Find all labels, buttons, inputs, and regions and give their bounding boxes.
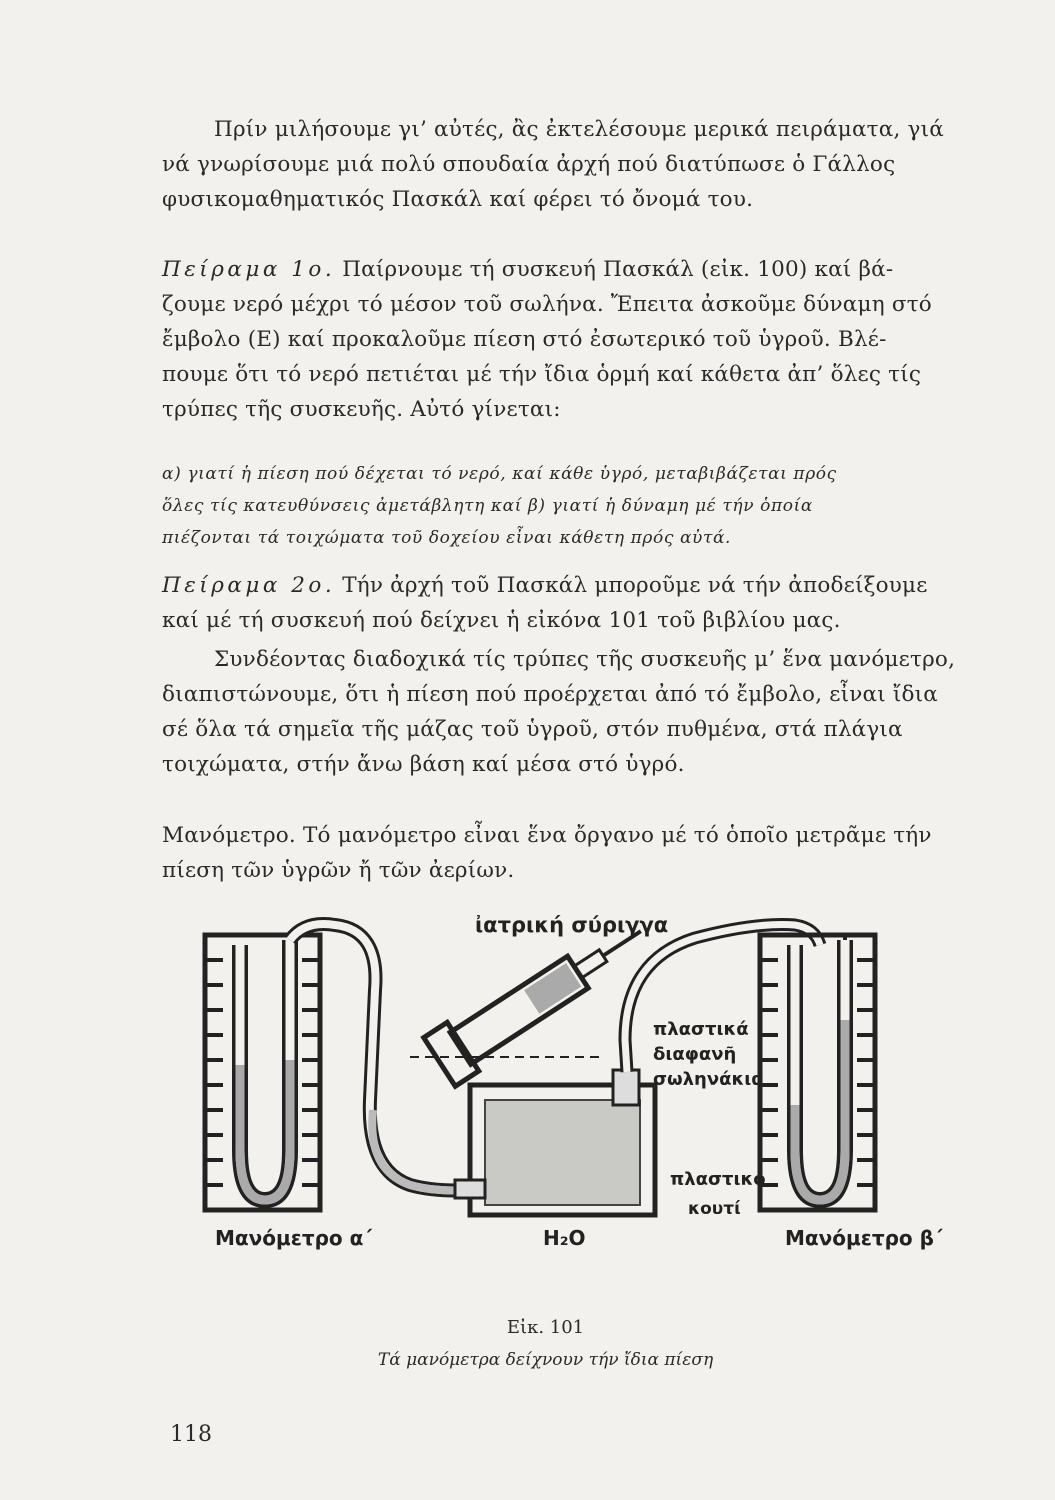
text-line: τοιχώματα, στήν ἄνω βάση καί μέσα στό ὑγρό. bbox=[162, 752, 685, 777]
syringe-label: ἰατρική σύριγγα bbox=[475, 913, 669, 937]
text-line: φυσικομαθηματικός Πασκάλ καί φέρει τό ὄνομά του. bbox=[162, 187, 754, 212]
text-line: ζουμε νερό μέχρι τό μέσον τοῦ σωλήνα. Ἔπειτα ἀσκοῦμε δύναμη στό bbox=[162, 292, 932, 317]
box-label-line1: πλαστικό bbox=[670, 1169, 766, 1190]
text-line: τρύπες τῆς συσκευῆς. Αὐτό γίνεται: bbox=[162, 397, 561, 422]
tubes-label-line1: πλαστικά bbox=[653, 1019, 749, 1040]
text-line: πουμε ὅτι τό νερό πετιέται μέ τήν ἴδια ὁρμή καί κάθετα ἀπ’ ὅλες τίς bbox=[162, 362, 922, 387]
text-line: νά γνωρίσουμε μιά πολύ σπουδαία ἀρχή πού διατύπωσε ὁ Γάλλος bbox=[162, 152, 896, 177]
figure-number: Εἰκ. 101 bbox=[506, 1317, 585, 1338]
text-line bbox=[162, 252, 892, 287]
intro-paragraph bbox=[162, 112, 944, 217]
text-line bbox=[162, 568, 928, 603]
box-label-line2: κουτί bbox=[688, 1199, 741, 1219]
text-fragment: Παίρνουμε τή συσκευή Πασκάλ (εἰκ. 100) καί βά- bbox=[335, 257, 894, 282]
text-line: διαπιστώνουμε, ὅτι ἡ πίεση πού προέρχεται ἀπό τό ἔμβολο, εἶναι ἴδια bbox=[162, 682, 939, 707]
manometer-b-label: Μανόμετρο β΄ bbox=[785, 1226, 943, 1250]
text-line: ἔμβολο (Ε) καί προκαλοῦμε πίεση στό ἐσωτερικό τοῦ ὑγροῦ. Βλέ- bbox=[162, 327, 887, 352]
text-line: α) γιατί ἡ πίεση πού δέχεται τό νερό, καί κάθε ὑγρό, μεταβιβάζεται πρός bbox=[162, 464, 837, 484]
plastic-box bbox=[455, 1070, 655, 1215]
scale-ticks bbox=[205, 960, 320, 1185]
text-line: ὅλες τίς κατευθύνσεις ἀμετάβλητη καί β) γιατί ἡ δύναμη μέ τήν ὁποία bbox=[162, 496, 813, 516]
text-line: Μανόμετρο. Τό μανόμετρο εἶναι ἕνα ὄργανο μέ τό ὁποῖο μετρᾶμε τήν bbox=[162, 823, 932, 848]
figure-caption: Τά μανόμετρα δείχνουν τήν ἴδια πίεση bbox=[377, 1350, 714, 1370]
text-line: καί μέ τή συσκευή πού δείχνει ἡ εἰκόνα 101 τοῦ βιβλίου μας. bbox=[162, 608, 841, 633]
experiment-1-paragraph bbox=[162, 252, 932, 427]
experiment-2-paragraph bbox=[162, 568, 928, 638]
text-line: πιέζονται τά τοιχώματα τοῦ δοχείου εἶναι κάθετη πρός αὐτά. bbox=[162, 528, 732, 548]
experiment-2-heading: Πείραμα 2ο. bbox=[162, 573, 336, 598]
manometer-paragraph bbox=[162, 818, 932, 888]
manometer-b bbox=[760, 935, 875, 1210]
u-tube bbox=[240, 940, 290, 1200]
scale-ticks bbox=[760, 960, 875, 1185]
water-label: H₂O bbox=[543, 1226, 586, 1250]
top-outlet bbox=[613, 1070, 639, 1105]
experiment-2-continued bbox=[162, 642, 956, 782]
figure-101-diagram bbox=[195, 900, 945, 1320]
explanation-note bbox=[162, 458, 892, 554]
manometer-a-label: Μανόμετρο α΄ bbox=[215, 1226, 373, 1250]
water bbox=[485, 1100, 640, 1205]
manometer-a bbox=[205, 924, 470, 1210]
page-number: 118 bbox=[170, 1422, 212, 1447]
u-tube bbox=[795, 940, 845, 1200]
text-fragment: Τήν ἀρχή τοῦ Πασκάλ μποροῦμε νά τήν ἀποδείξουμε bbox=[335, 573, 928, 598]
side-outlet bbox=[455, 1180, 485, 1198]
tubes-label-line3: σωληνάκια bbox=[653, 1069, 764, 1090]
tubes-label-line2: διαφανῆ bbox=[653, 1044, 737, 1065]
text-line: πίεση τῶν ὑγρῶν ἤ τῶν ἀερίων. bbox=[162, 858, 515, 883]
text-line: Πρίν μιλήσουμε γι’ αὐτές, ἂς ἐκτελέσουμε μερικά πειράματα, γιά bbox=[214, 117, 944, 142]
experiment-1-heading: Πείραμα 1ο. bbox=[162, 257, 336, 282]
text-line: σέ ὅλα τά σημεῖα τῆς μάζας τοῦ ὑγροῦ, στόν πυθμένα, στά πλάγια bbox=[162, 717, 903, 742]
text-line: Συνδέοντας διαδοχικά τίς τρύπες τῆς συσκευῆς μ’ ἕνα μανόμετρο, bbox=[214, 647, 956, 672]
